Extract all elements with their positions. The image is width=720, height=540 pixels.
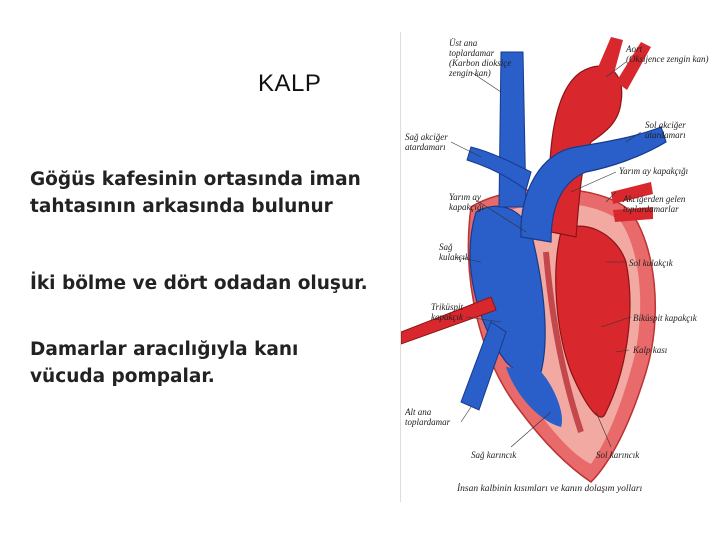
label-pulmonary-veins: Akciğerden gelen toplardamarlar bbox=[623, 194, 686, 214]
paragraph-line: vücuda pompalar. bbox=[30, 366, 215, 387]
label-superior-vena-cava: Üst ana toplardamar (Karbon dioksiçe zengin kan) bbox=[449, 38, 512, 78]
label-left-atrium: Sol kulakçık bbox=[629, 258, 673, 268]
label-inferior-vena-cava: Alt ana toplardamar bbox=[405, 407, 451, 427]
paragraph-line: İki bölme ve dört odadan oluşur. bbox=[30, 273, 368, 294]
label-left-ventricle: Sol karıncık bbox=[596, 450, 640, 460]
paragraph-location bbox=[30, 166, 361, 220]
label-right-ventricle: Sağ karıncık bbox=[471, 450, 517, 460]
label-semilunar-valve-left: Yarım ay kapakçığı bbox=[619, 166, 689, 176]
paragraph-line: tahtasının arkasında bulunur bbox=[30, 196, 333, 217]
label-right-atrium: Sağ kulakçık bbox=[439, 242, 469, 262]
heart-diagram bbox=[400, 32, 715, 502]
paragraph-line: Damarlar aracılığıyla kanı bbox=[30, 339, 299, 360]
label-right-pulmonary-artery: Sağ akciğer atardamarı bbox=[405, 132, 448, 152]
paragraph-structure bbox=[30, 270, 368, 297]
label-semilunar-valve-right: Yarım ay kapakçığı bbox=[449, 192, 484, 212]
diagram-caption: İnsan kalbinin kısımları ve kanın dolaşım yolları bbox=[457, 484, 643, 494]
label-tricuspid-valve: Triküspit kapakçık bbox=[431, 302, 464, 322]
label-heart-muscle: Kalp kası bbox=[633, 345, 668, 355]
label-aorta: Aort (Oksijence zengin kan) bbox=[626, 44, 709, 64]
slide-title: KALP bbox=[258, 70, 322, 97]
paragraph-function bbox=[30, 336, 298, 390]
paragraph-line: Göğüs kafesinin ortasında iman bbox=[30, 169, 361, 190]
label-bicuspid-valve: Biküspit kapakçık bbox=[633, 313, 697, 323]
label-left-pulmonary-artery: Sol akciğer atardamarı bbox=[645, 120, 686, 140]
